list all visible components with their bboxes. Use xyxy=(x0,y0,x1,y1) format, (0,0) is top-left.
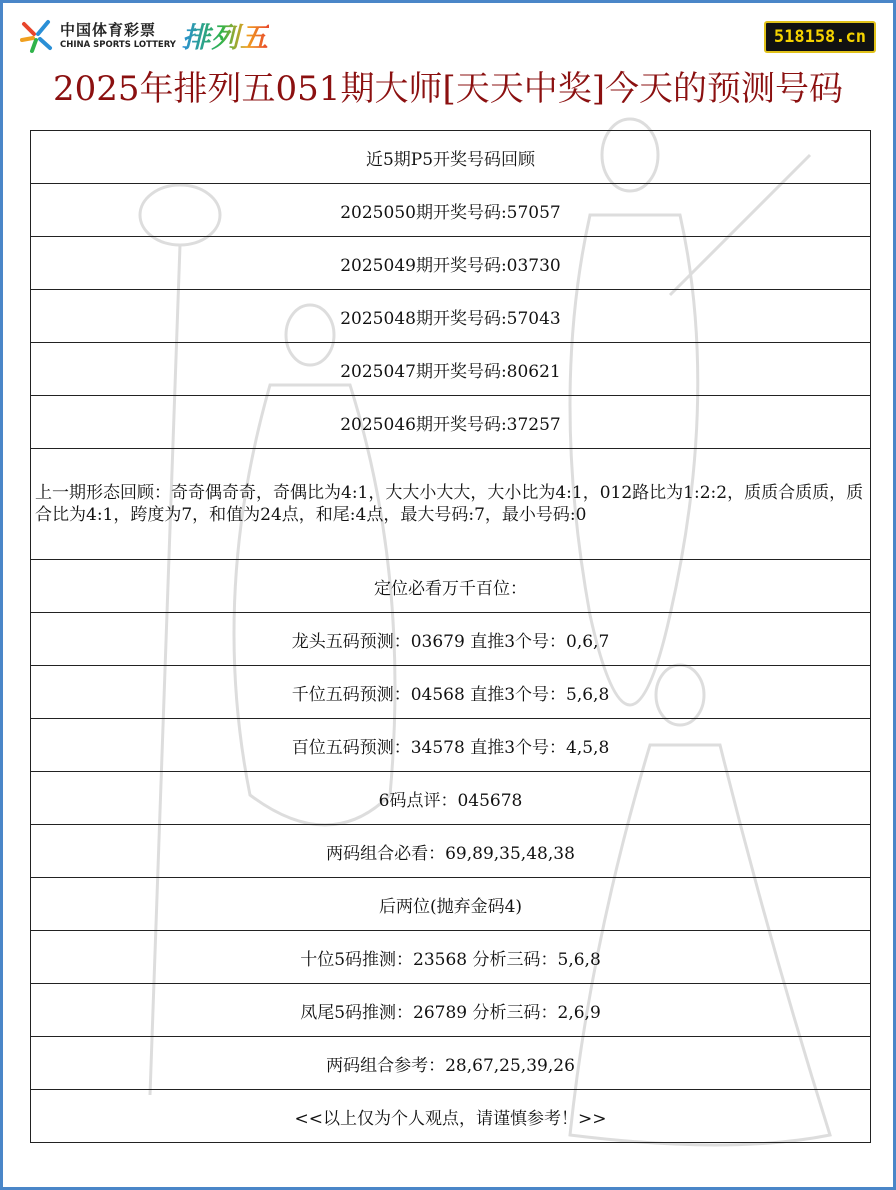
lottery-logo xyxy=(18,16,269,56)
table-row-disclaimer: <<以上仅为个人观点，请谨慎参考！>> xyxy=(31,1090,871,1143)
table-row-heading: 近5期P5开奖号码回顾 xyxy=(31,131,871,184)
logo-brand-text: 排列五 xyxy=(182,16,269,56)
table-row-prediction: 6码点评：045678 xyxy=(31,772,871,825)
logo-en-text: CHINA SPORTS LOTTERY xyxy=(60,39,176,50)
table-row-pattern-review: 上一期形态回顾：奇奇偶奇奇，奇偶比为4:1，大大小大大，大小比为4:1，012路比为1:2:2，质质合质质，质合比为4:1，跨度为7，和值为24点，和尾:4点，最大号码:7，最小号码:0 xyxy=(31,449,871,560)
site-badge[interactable]: 518158.cn xyxy=(764,21,876,53)
table-row-prediction: 百位五码预测：34578 直推3个号：4,5,8 xyxy=(31,719,871,772)
table-row-history: 2025046期开奖号码:37257 xyxy=(31,396,871,449)
table-row-prediction: 两码组合参考：28,67,25,39,26 xyxy=(31,1037,871,1090)
table-row-prediction: 龙头五码预测：03679 直推3个号：0,6,7 xyxy=(31,613,871,666)
table-row-history: 2025050期开奖号码:57057 xyxy=(31,184,871,237)
table-row-prediction: 十位5码推测：23568 分析三码：5,6,8 xyxy=(31,931,871,984)
table-row-prediction: 千位五码预测：04568 直推3个号：5,6,8 xyxy=(31,666,871,719)
page-title: 2025年排列五051期大师[天天中奖]今天的预测号码 xyxy=(53,69,843,109)
prediction-table xyxy=(30,130,871,1143)
logo-cn-text: 中国体育彩票 xyxy=(60,20,157,39)
table-row-prediction: 凤尾5码推测：26789 分析三码：2,6,9 xyxy=(31,984,871,1037)
table-row-section-heading: 后两位(抛弃金码4) xyxy=(31,878,871,931)
lottery-star-logo-icon xyxy=(18,18,54,54)
table-row-section-heading: 定位必看万千百位： xyxy=(31,560,871,613)
table-row-history: 2025049期开奖号码:03730 xyxy=(31,237,871,290)
header xyxy=(0,0,896,130)
table-row-prediction: 两码组合必看：69,89,35,48,38 xyxy=(31,825,871,878)
table-row-history: 2025048期开奖号码:57043 xyxy=(31,290,871,343)
table-row-history: 2025047期开奖号码:80621 xyxy=(31,343,871,396)
